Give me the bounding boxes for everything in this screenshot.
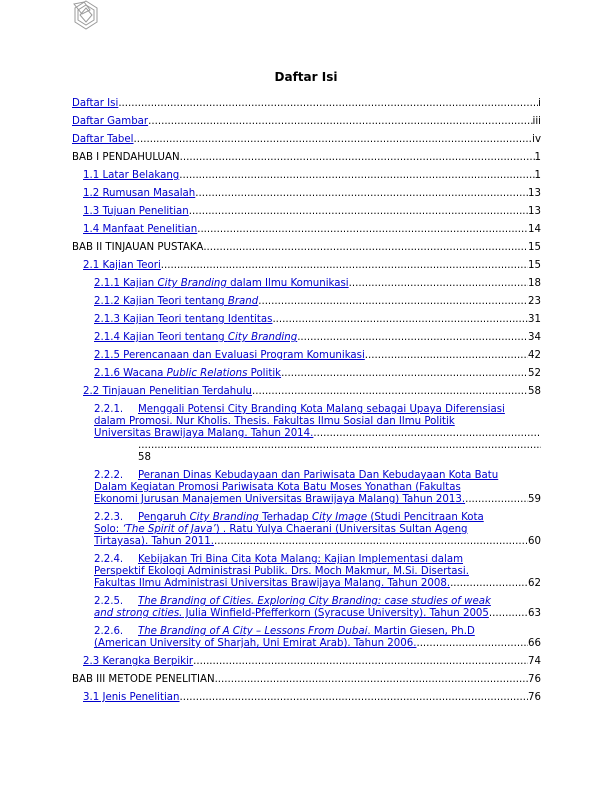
toc-page-number: 42: [528, 350, 541, 361]
dot-leader: [94, 440, 541, 452]
dot-leader: [134, 134, 533, 146]
dot-leader: [215, 674, 528, 686]
toc-entry-2-1-2[interactable]: [72, 296, 541, 314]
toc-entry-1-2[interactable]: [72, 188, 541, 206]
toc-entry-label[interactable]: 2.1.1 Kajian City Branding dalam Ilmu Komunikasi: [94, 278, 349, 289]
dot-leader: [197, 224, 528, 236]
toc-entry-2-2-5[interactable]: [72, 596, 541, 620]
toc-page-number: 58: [138, 452, 151, 463]
toc-entry-2-1-3[interactable]: [72, 314, 541, 332]
toc-entry-label[interactable]: Daftar Gambar: [72, 116, 149, 127]
toc-page-number: 13: [528, 188, 541, 199]
toc-page-number: 60: [528, 536, 541, 547]
toc-entry-label: BAB III METODE PENELITIAN: [72, 674, 215, 685]
toc-entry-2-2-2[interactable]: [72, 470, 541, 506]
dot-leader: [161, 260, 528, 272]
toc-entry-line[interactable]: Solo: ‘The Spirit of Java’) . Ratu Yulya Chaerani (Universitas Sultan Ageng: [94, 524, 468, 535]
toc-page-number: 76: [528, 674, 541, 685]
logo-icon: [70, 0, 102, 30]
toc-page-number: 63: [528, 608, 541, 619]
toc-entry-daftar-tabel[interactable]: [72, 134, 541, 152]
toc-entry-line[interactable]: and strong cities. Julia Winfield-Pfefferkorn (Syracuse University). Tahun 2005 ..... 63: [94, 608, 541, 620]
toc-entry-2-1-4[interactable]: [72, 332, 541, 350]
toc-entry-line[interactable]: 2.2.4. Kebijakan Tri Bina Cita Kota Malang: Kajian Implementasi dalam: [94, 554, 464, 565]
toc-entry-2-1-5[interactable]: [72, 350, 541, 368]
toc-entry-label[interactable]: 2.1.4 Kajian Teori tentang City Branding: [94, 332, 298, 343]
toc-entry-label[interactable]: 1.2 Rumusan Masalah: [83, 188, 196, 199]
toc-page-number: 15: [528, 260, 541, 271]
toc-entry-line[interactable]: 2.2.3. Pengaruh City Branding Terhadap City Image (Studi Pencitraan Kota: [94, 512, 484, 523]
dot-leader: [148, 116, 532, 128]
dot-leader-line: [94, 440, 541, 452]
toc-entry-label[interactable]: 3.1 Jenis Penelitian: [83, 692, 180, 703]
toc-page-number: 66: [528, 638, 541, 649]
toc-page-number: 59: [528, 494, 541, 505]
toc-entry-3-1[interactable]: [72, 692, 541, 710]
toc-entry-line[interactable]: Ekonomi Jurusan Manajemen Universitas Brawijaya Malang) Tahun 2013. ..... 59: [94, 494, 541, 506]
dot-leader: [203, 242, 528, 254]
toc-entry-2-1[interactable]: [72, 260, 541, 278]
toc-entry-label[interactable]: 1.1 Latar Belakang: [83, 170, 180, 181]
dot-leader: [252, 386, 528, 398]
dot-leader: [179, 170, 534, 182]
toc-entry-label[interactable]: 2.1.3 Kajian Teori tentang Identitas: [94, 314, 273, 325]
toc-entry-bab-3: [72, 674, 541, 692]
toc-entry-1-1[interactable]: [72, 170, 541, 188]
toc-entry-line[interactable]: (American University of Sharjah, Uni Emirat Arab). Tahun 2006. ..... 66: [94, 638, 541, 650]
dot-leader: [180, 692, 529, 704]
dot-leader: [365, 350, 528, 362]
toc-entry-line[interactable]: 2.2.2. Peranan Dinas Kebudayaan dan Pariwisata Dan Kebudayaan Kota Batu: [94, 470, 499, 481]
toc-page-number: 52: [528, 368, 541, 379]
toc-entry-label[interactable]: 2.2 Tinjauan Penelitian Terdahulu: [83, 386, 252, 397]
toc-entry-line[interactable]: Fakultas Ilmu Administrasi Universitas Brawijaya Malang. Tahun 2008. ..... 62: [94, 578, 541, 590]
toc-page-number: 15: [528, 242, 541, 253]
toc-page-number: 18: [528, 278, 541, 289]
page-title: Daftar Isi: [274, 70, 338, 84]
toc-page-number: 14: [528, 224, 541, 235]
toc-page-number: iv: [532, 134, 541, 145]
toc-page-number: iii: [532, 116, 541, 127]
toc-entry-2-2-3[interactable]: [72, 512, 541, 548]
toc-entry-label: BAB II TINJAUAN PUSTAKA: [72, 242, 204, 253]
dot-leader: [297, 332, 528, 344]
dot-leader: [272, 314, 528, 326]
dot-leader: [349, 278, 528, 290]
toc-page-number: 58: [528, 386, 541, 397]
toc-entry-2-2[interactable]: [72, 386, 541, 404]
toc-entry-line[interactable]: Tirtayasa). Tahun 2011. ..... 60: [94, 536, 541, 548]
toc-entry-label[interactable]: 2.3 Kerangka Berpikir: [83, 656, 194, 667]
toc-entry-2-1-1[interactable]: [72, 278, 541, 296]
toc-entry-label[interactable]: 1.3 Tujuan Penelitian: [83, 206, 189, 217]
dot-leader: [313, 428, 541, 440]
toc-entry-line[interactable]: 2.2.1. Menggali Potensi City Branding Kota Malang sebagai Upaya Diferensiasi: [94, 404, 505, 415]
toc-entry-label[interactable]: 2.1.2 Kajian Teori tentang Brand: [94, 296, 259, 307]
dot-leader: [281, 368, 528, 380]
toc-entry-line[interactable]: Perspektif Ekologi Administrasi Publik. Drs. Moch Makmur, M.Si. Disertasi.: [94, 566, 469, 577]
dot-leader: [416, 638, 528, 650]
dot-leader: [118, 98, 538, 110]
toc-entry-label[interactable]: 2.1.6 Wacana Public Relations Politik: [94, 368, 282, 379]
toc-entry-2-3[interactable]: [72, 656, 541, 674]
dot-leader: [193, 656, 528, 668]
toc-page-number: 1: [534, 170, 541, 181]
toc-entry-bab-1: [72, 152, 541, 170]
toc-entry-2-2-6[interactable]: [72, 626, 541, 650]
dot-leader: [465, 494, 528, 506]
toc-entry-label[interactable]: Daftar Tabel: [72, 134, 134, 145]
dot-leader: [489, 608, 528, 620]
toc-entry-1-3[interactable]: [72, 206, 541, 224]
table-of-contents: [72, 98, 541, 710]
dot-leader: [258, 296, 528, 308]
toc-entry-line[interactable]: 2.2.6. The Branding of A City – Lessons From Dubai. Martin Giesen, Ph.D: [94, 626, 475, 637]
dot-leader: [195, 188, 528, 200]
toc-page-number: 1: [534, 152, 541, 163]
dot-leader: [180, 152, 535, 164]
toc-page-number: 23: [528, 296, 541, 307]
toc-entry-2-2-4[interactable]: [72, 554, 541, 590]
toc-entry-label[interactable]: 1.4 Manfaat Penelitian: [83, 224, 198, 235]
toc-page-number: 13: [528, 206, 541, 217]
toc-entry-line[interactable]: 2.2.5. The Branding of Cities. Exploring City Branding: case studies of weak: [94, 596, 491, 607]
toc-entry-line[interactable]: dalam Promosi. Nur Kholis. Thesis. Fakultas Ilmu Sosial dan Ilmu Politik: [94, 416, 455, 427]
toc-entry-label[interactable]: 2.1 Kajian Teori: [83, 260, 161, 271]
dot-leader: [189, 206, 528, 218]
toc-entry-2-2-1[interactable]: [72, 404, 541, 464]
toc-entry-line[interactable]: Universitas Brawijaya Malang. Tahun 2014. .....: [94, 428, 541, 440]
toc-entry-daftar-isi[interactable]: [72, 98, 541, 116]
toc-entry-1-4[interactable]: [72, 224, 541, 242]
toc-entry-label: BAB I PENDAHULUAN: [72, 152, 180, 163]
toc-entry-label[interactable]: Daftar Isi: [72, 98, 119, 109]
toc-entry-2-1-6[interactable]: [72, 368, 541, 386]
toc-entry-bab-2: [72, 242, 541, 260]
toc-entry-line[interactable]: Dalam Kegiatan Promosi Pariwisata Kota Batu Moses Yonathan (Fakultas: [94, 482, 461, 493]
toc-page-number: i: [538, 98, 541, 109]
dot-leader: [214, 536, 528, 548]
toc-entry-daftar-gambar[interactable]: [72, 116, 541, 134]
toc-entry-label[interactable]: 2.1.5 Perencanaan dan Evaluasi Program Komunikasi: [94, 350, 365, 361]
toc-page-number: 34: [528, 332, 541, 343]
dot-leader: [450, 578, 528, 590]
toc-page-number: 31: [528, 314, 541, 325]
toc-page-number: 74: [528, 656, 541, 667]
toc-page-number: 76: [528, 692, 541, 703]
toc-page-number: 62: [528, 578, 541, 589]
